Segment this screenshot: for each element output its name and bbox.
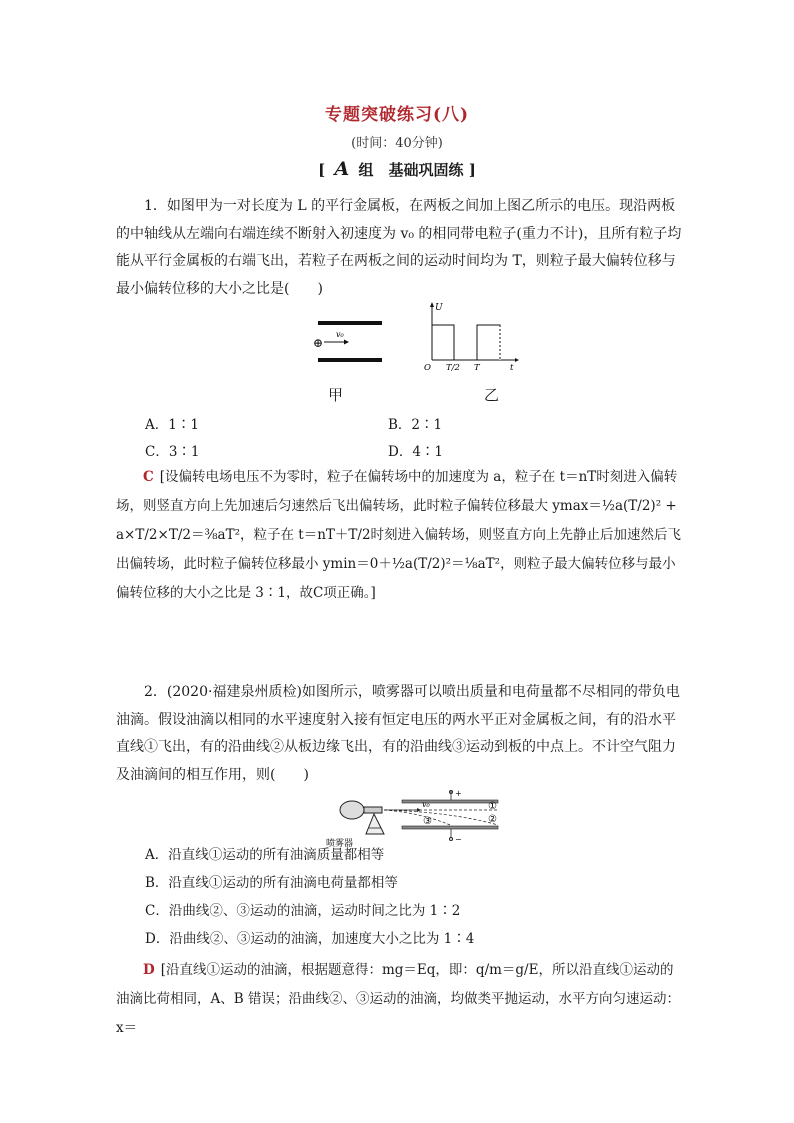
q2-option-b: B．沿直线①运动的所有油滴电荷量都相等 xyxy=(145,875,398,891)
t-label: t xyxy=(510,363,514,372)
q1-option-d: D．4∶1 xyxy=(388,444,444,460)
q2-option-d: D．沿曲线②、③运动的油滴，加速度大小之比为 1∶4 xyxy=(145,931,475,947)
group-bracket-right: ] xyxy=(468,161,476,179)
label-1: ① xyxy=(488,801,497,812)
path-3 xyxy=(384,810,450,825)
lower-plate xyxy=(318,358,382,362)
question-1-text: 1．如图甲为一对长度为 L 的平行金属板，在两板之间加上图乙所示的电压。现沿两板的中轴线从左端向右端连续不断射入初速度为 v₀ 的相同带电粒子(重力不计)，且所有粒子均能从平行金属板的右端飞出，若粒子在两板之间的运动时间均为 T，则粒子最大偏转位移与最小偏转位移的大小之比是( ) xyxy=(116,198,682,297)
pulse-2 xyxy=(477,325,500,360)
path-2 xyxy=(384,810,498,825)
u-label: U xyxy=(435,303,443,313)
q1-answer xyxy=(116,463,684,608)
sprayer-nozzle xyxy=(364,807,382,813)
t-axis-arrow xyxy=(515,358,519,362)
sprayer-diagram xyxy=(322,790,512,850)
figure-jia xyxy=(310,318,390,370)
q2-answer-text: [沿直线①运动的油滴，根据题意得：mg＝Eq，即：q/m＝g/E，所以沿直线①运动的油滴比荷相同，A、B 错误；沿曲线②、③运动的油滴，均做类平抛运动，水平方向匀速运动：x＝ xyxy=(116,962,680,1036)
u-axis-arrow xyxy=(430,302,434,307)
q2-option-c: C．沿曲线②、③运动的油滴，运动时间之比为 1∶2 xyxy=(145,903,461,919)
q2-answer xyxy=(116,956,684,1043)
question-1 xyxy=(116,193,684,303)
upper-plate xyxy=(318,321,382,325)
t-period-label: T xyxy=(474,363,480,372)
bottom-terminal-dot xyxy=(450,838,453,841)
sprayer-flask xyxy=(366,814,384,834)
v0-label: v₀ xyxy=(422,800,430,809)
q1-option-b: B．2∶1 xyxy=(388,417,443,433)
q1-option-c: C．3∶1 xyxy=(145,444,200,460)
question-2-text: 2．(2020·福建泉州质检)如图所示，喷雾器可以喷出质量和电荷量都不尽相同的带负电油滴。假设油滴以相同的水平速度射入接有恒定电压的两水平正对金属板之间，有的沿水平直线①飞出，有的沿曲线②从板边缘飞出，有的沿曲线③运动到板的中点上。不计空气阻力及油滴间的相互作用，则( ) xyxy=(116,684,680,783)
time-limit: (时间：40分钟) xyxy=(351,136,443,151)
question-2 xyxy=(116,679,684,789)
arrowhead xyxy=(344,340,349,345)
t-half-label: T/2 xyxy=(446,363,460,372)
group-bracket-left: [ xyxy=(318,161,326,179)
group-heading xyxy=(0,158,794,180)
page-title: 专题突破练习(八) xyxy=(324,105,470,125)
group-label: 组 基础巩固练 xyxy=(358,161,464,179)
label-2: ② xyxy=(488,814,497,825)
label-3: ③ xyxy=(423,816,432,827)
origin-label: O xyxy=(424,363,431,372)
figure-yi xyxy=(420,300,520,376)
q1-answer-key: C xyxy=(143,469,154,485)
top-plate xyxy=(402,800,498,803)
sprayer-label: 喷雾器 xyxy=(326,839,354,849)
minus-sign: − xyxy=(455,835,462,844)
pulse-1 xyxy=(432,325,454,360)
v0-label: v₀ xyxy=(336,330,344,339)
q2-answer-key: D xyxy=(143,962,155,978)
plus-sign: + xyxy=(455,790,462,798)
parallel-plates-diagram xyxy=(310,318,390,366)
voltage-graph xyxy=(420,300,520,372)
q2-option-a: A．沿直线①运动的所有油滴质量都相等 xyxy=(145,847,385,863)
group-letter: A xyxy=(334,158,350,180)
sprayer-bulb xyxy=(340,801,364,819)
particle-icon: ⊕ xyxy=(313,336,324,350)
caption-yi: 乙 xyxy=(484,386,500,404)
bottom-plate xyxy=(402,826,498,829)
q1-option-a: A．1∶1 xyxy=(145,417,199,433)
q1-answer-text: [设偏转电场电压不为零时，粒子在偏转场中的加速度为 a，粒子在 t＝nT时刻进入偏转场，则竖直方向上先加速后匀速然后飞出偏转场，此时粒子偏转位移最大 ymax＝½a(T/2)² + a×T/2×T/2＝⅜aT²，粒子在 t＝nT＋T/2时刻进入偏转场，则竖直方向上先静止后加速然后飞出偏转场，此时粒子偏转位移最小 ymin＝0＋½a(T/2)²＝⅛aT²，则粒子最大偏转位移与最小偏转位移的大小之比是 3∶1，故C项正确。] xyxy=(116,469,682,601)
caption-jia: 甲 xyxy=(328,386,344,404)
